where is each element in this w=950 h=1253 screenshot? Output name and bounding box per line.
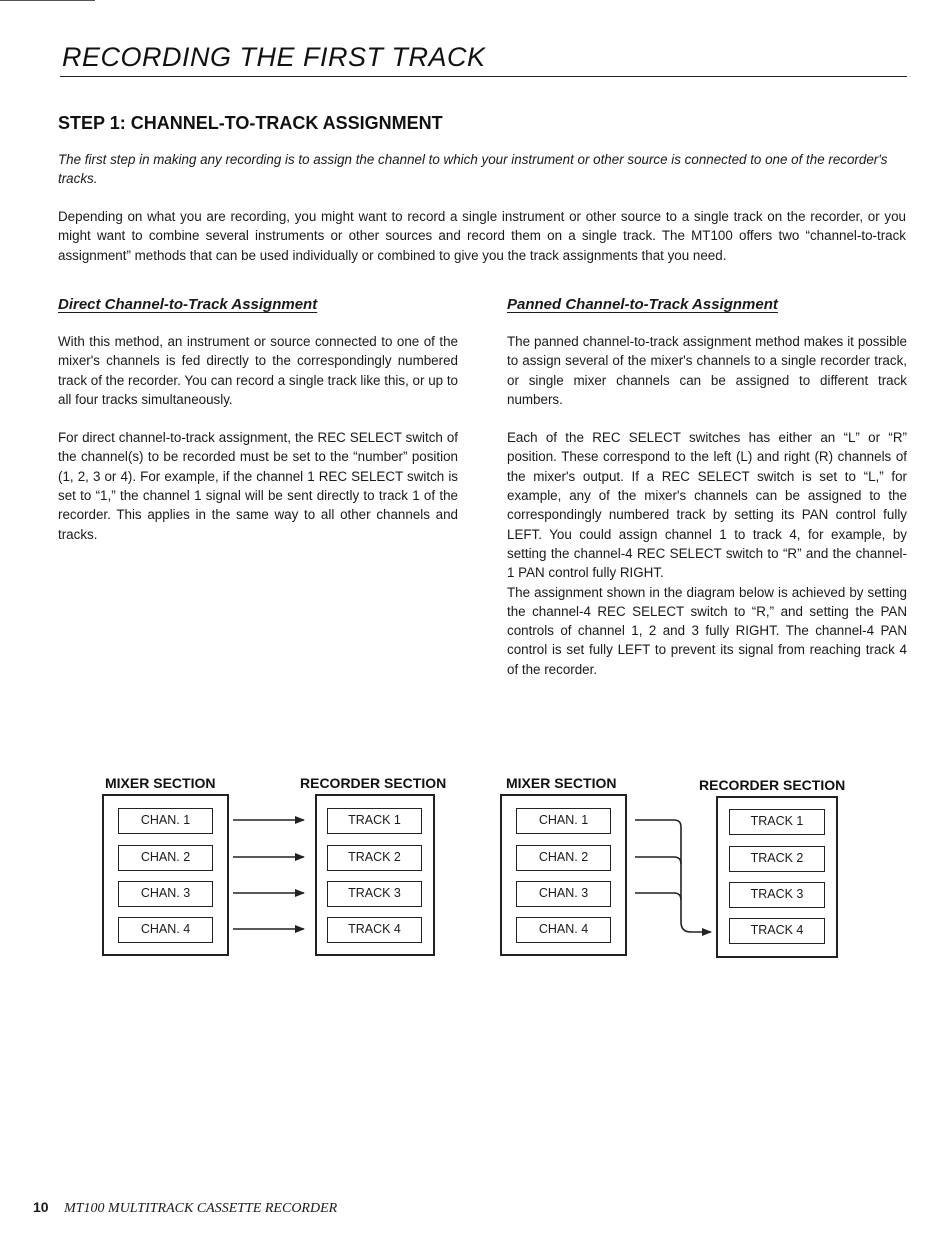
channel-box: CHAN. 3: [516, 881, 611, 907]
recorder-section-label: RECORDER SECTION: [699, 777, 846, 793]
direct-assignment-heading: Direct Channel-to-Track Assignment: [58, 296, 318, 313]
channel-box: CHAN. 2: [118, 845, 213, 871]
channel-box: CHAN. 1: [516, 808, 611, 834]
page-number: 10: [33, 1199, 49, 1215]
intro-text: The first step in making any recording is to assign the channel to which your instrument or other source is connected to one of the recorder's tracks.: [58, 152, 888, 186]
direct-paragraph-2: For direct channel-to-track assignment, the REC SELECT switch of the channel(s) to be recorded must be set to the “number” position (1, 2, 3 or 4). For example, if the channel 1 REC SELECT switch is set to “1,” the channel 1 signal will be sent directly to track 1 of the recorder. This applies in the same way to all other channels and tracks.: [58, 430, 458, 542]
channel-box: CHAN. 2: [516, 845, 611, 871]
channel-box: CHAN. 1: [118, 808, 213, 834]
track-box: TRACK 4: [327, 917, 422, 943]
channel-box: CHAN. 4: [118, 917, 213, 943]
track-box: TRACK 2: [729, 846, 825, 872]
channel-box: CHAN. 4: [516, 917, 611, 943]
mixer-section-label: MIXER SECTION: [506, 775, 617, 791]
track-box: TRACK 1: [327, 808, 422, 834]
panned-assignment-heading: Panned Channel-to-Track Assignment: [507, 296, 778, 313]
track-box: TRACK 4: [729, 918, 825, 944]
panned-paragraph-3: The assignment shown in the diagram below is achieved by setting the channel-4 REC SELECT switch to “R,” and setting the PAN controls of channel 1, 2 and 3 fully RIGHT. The channel-4 PAN control is set fully LEFT to prevent its signal from reaching track 4 of the recorder.: [507, 584, 907, 677]
document-title: MT100 MULTITRACK CASSETTE RECORDER: [64, 1201, 338, 1216]
page-footer: [33, 1199, 337, 1217]
recorder-section-label: RECORDER SECTION: [300, 775, 447, 791]
track-box: TRACK 2: [327, 845, 422, 871]
step-title: STEP 1: CHANNEL-TO-TRACK ASSIGNMENT: [58, 113, 443, 133]
route-chan3: [635, 893, 681, 900]
route-chan2: [635, 857, 681, 864]
panned-paragraph-2: Each of the REC SELECT switches has either an “L” or “R” position. These correspond to the left (L) and right (R) channels of the mixer's output. If a REC SELECT switch is set to “L,” for example, any of the mixer's channels can be assigned to the correspondingly numbered track by setting its PAN control fully LEFT. You could assign channel 1 to track 4, for example, by setting the channel-4 REC SELECT switch to “R” and the channel-1 PAN control fully RIGHT.: [507, 430, 907, 581]
panned-paragraph-1: The panned channel-to-track assignment method makes it possible to assign several of the mixer's channels to a single recorder track, or single mixer channels can be assigned to different track numbers.: [507, 334, 907, 407]
track-box: TRACK 1: [729, 809, 825, 835]
track-box: TRACK 3: [729, 882, 825, 908]
route-to-track4: [681, 922, 711, 932]
route-chan1: [635, 820, 681, 922]
track-box: TRACK 3: [327, 881, 422, 907]
page-title: RECORDING THE FIRST TRACK: [62, 42, 486, 72]
channel-box: CHAN. 3: [118, 881, 213, 907]
body-paragraph: Depending on what you are recording, you might want to record a single instrument or other source to a single track on the recorder, or you might want to combine several instruments or other sources and record them on a single track. The MT100 offers two “channel-to-track assignment” methods that can be used individually or combined to give you the track assignments that you need.: [58, 209, 906, 263]
direct-paragraph-1: With this method, an instrument or source connected to one of the mixer's channels is fed directly to the correspondingly numbered track of the recorder. You can record a single track like this, or up to all four tracks simultaneously.: [58, 334, 458, 407]
mixer-section-label: MIXER SECTION: [105, 775, 216, 791]
